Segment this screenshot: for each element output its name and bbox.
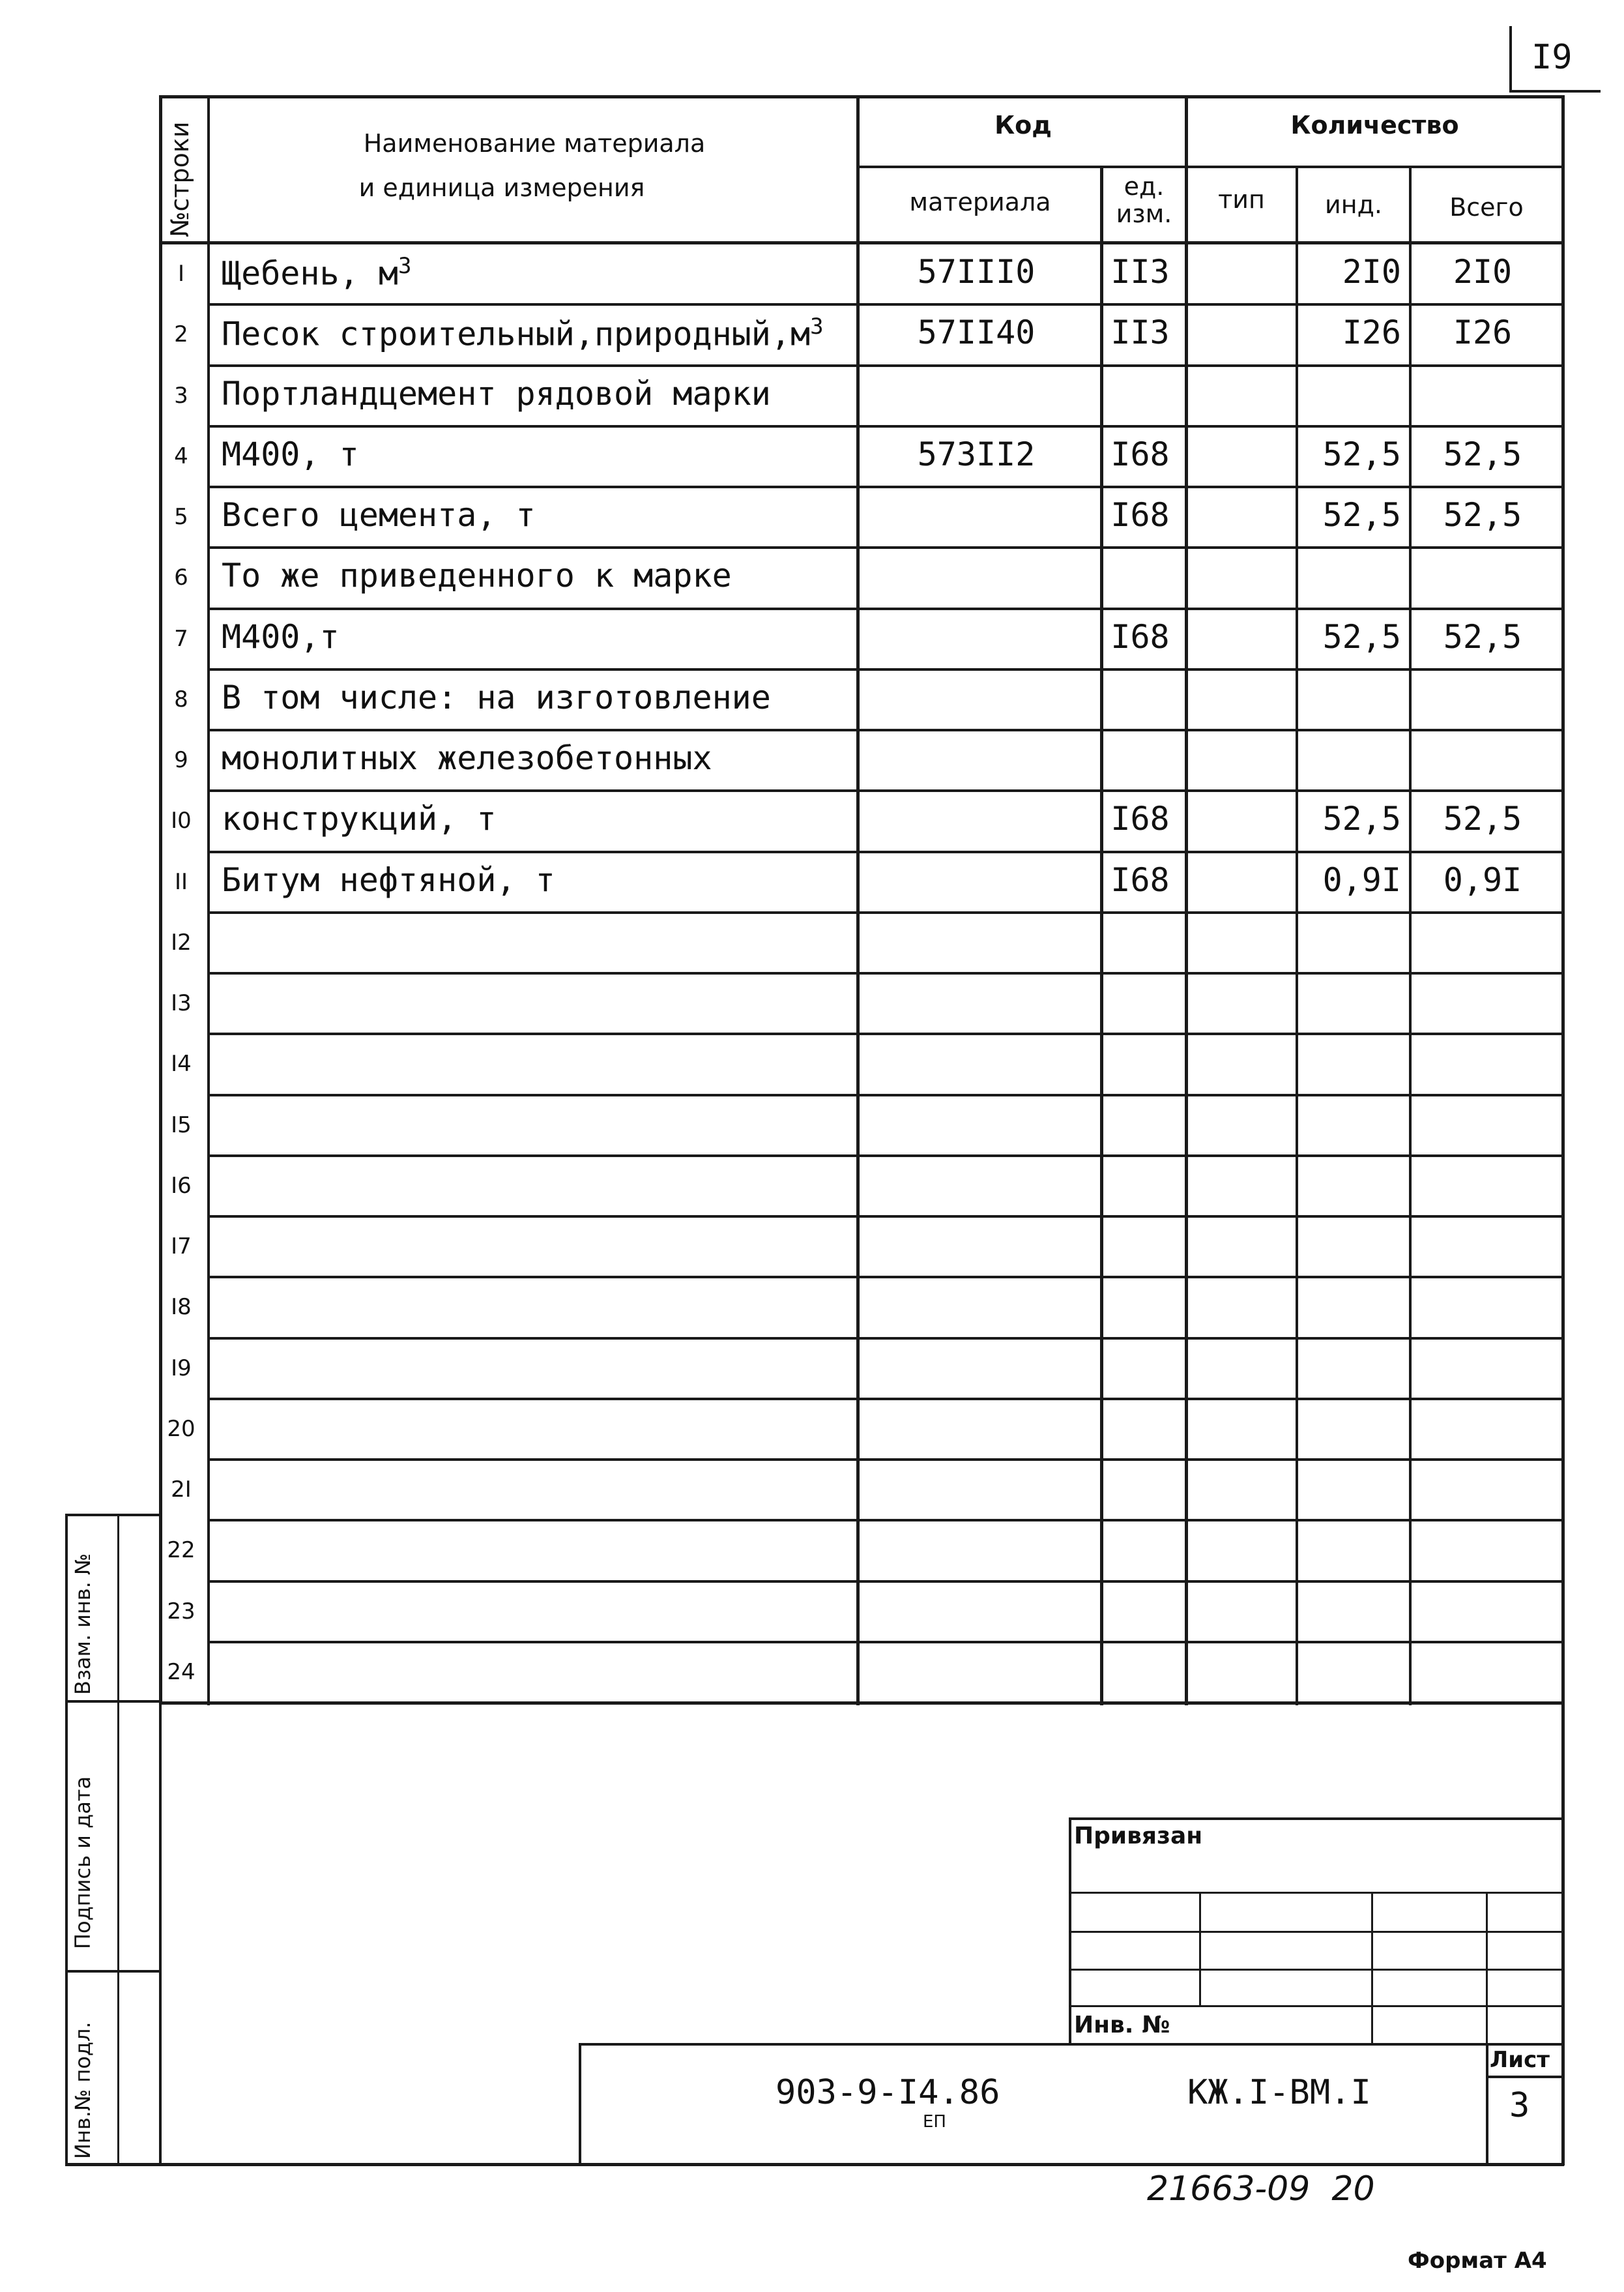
cell-name [222, 557, 839, 595]
row-separator [207, 608, 1563, 610]
cell-total [1412, 435, 1554, 473]
cell-code [860, 435, 1092, 473]
quantity-total-header: Всего [1449, 193, 1524, 222]
row-number: I8 [171, 1294, 192, 1320]
cell-total [1412, 496, 1554, 534]
row-separator [207, 1094, 1563, 1096]
cell-unit [1103, 314, 1177, 351]
row-separator [207, 729, 1563, 731]
row-separator [207, 851, 1563, 853]
cell-total [1412, 618, 1554, 656]
cell-name-text: Щебень, м [222, 254, 398, 293]
page-number: I9 [1531, 38, 1573, 77]
inventory-number-label: Инв. № [1074, 2012, 1170, 2038]
cell-name [222, 800, 839, 838]
row-number: I9 [171, 1355, 192, 1381]
row-number: 24 [167, 1659, 196, 1685]
row-number: I7 [171, 1233, 192, 1259]
cell-name [222, 375, 839, 413]
row-number: 9 [174, 747, 188, 773]
row-number: 23 [167, 1598, 196, 1624]
handwritten-number: 21663-09 20 [1147, 2169, 1375, 2209]
row-number: I5 [171, 1112, 192, 1138]
cell-unit [1103, 861, 1177, 899]
cell-name [222, 618, 839, 656]
cell-name-text: конструкций, т [222, 800, 497, 838]
document-code-subscript: ЕП [923, 2112, 946, 2132]
cell-unit-text: I68 [1110, 496, 1170, 534]
row-separator [207, 546, 1563, 549]
row-separator [207, 1641, 1563, 1643]
cell-unit [1103, 496, 1177, 534]
row-separator [207, 1337, 1563, 1340]
cell-total-text: 52,5 [1443, 435, 1522, 473]
cell-unit-text: I68 [1110, 861, 1170, 899]
row-number: 3 [174, 383, 188, 409]
code-material-header: материала [909, 188, 1051, 216]
name-header-line1: Наименование материала [363, 129, 706, 158]
document-code: 903-9-I4.86 [776, 2073, 1000, 2112]
row-separator [207, 425, 1563, 428]
quantity-ind-header: инд. [1325, 190, 1382, 219]
row-separator [207, 1154, 1563, 1157]
row-separator [207, 1458, 1563, 1461]
row-separator [207, 1033, 1563, 1035]
code-group-header: Код [994, 111, 1052, 140]
cell-ind [1298, 800, 1401, 838]
row-separator [207, 668, 1563, 671]
row-separator [207, 1519, 1563, 1521]
row-number: 4 [174, 443, 188, 469]
unit-superscript: 3 [810, 314, 824, 340]
cell-code-text: 57II40 [917, 314, 1036, 351]
document-mark: КЖ.I-ВМ.I [1187, 2073, 1371, 2112]
cell-total-text: 52,5 [1443, 800, 1522, 838]
cell-name-text: монолитных железобетонных [222, 739, 712, 777]
vzam-inv-label: Взам. инв. № [70, 1553, 95, 1695]
quantity-group-header: Количество [1290, 111, 1459, 140]
cell-name-text: Портландцемент рядовой марки [222, 375, 771, 413]
cell-name [222, 253, 839, 293]
row-number: 6 [174, 565, 188, 591]
cell-name [222, 679, 839, 716]
cell-name-text: Всего цемента, т [222, 496, 536, 534]
row-number: 7 [174, 626, 188, 652]
row-number: 8 [174, 686, 188, 713]
cell-ind [1298, 435, 1401, 473]
cell-code-text: 573II2 [917, 435, 1036, 473]
quantity-type-header: тип [1218, 185, 1265, 214]
row-number: II [174, 869, 188, 895]
cell-ind-text: 52,5 [1322, 435, 1401, 473]
row-separator [207, 1398, 1563, 1400]
cell-ind [1298, 253, 1401, 291]
cell-name-text: М400,т [222, 618, 340, 656]
sheet-number: 3 [1509, 2086, 1530, 2125]
cell-code [860, 253, 1092, 291]
name-header-line2: и единица измерения [358, 173, 645, 202]
cell-unit [1103, 253, 1177, 291]
cell-unit-text: II3 [1110, 253, 1170, 291]
signature-date-label: Подпись и дата [70, 1776, 95, 1949]
cell-ind-text: 52,5 [1322, 800, 1401, 838]
cell-total [1412, 253, 1554, 291]
cell-total-text: 0,9I [1443, 861, 1522, 899]
cell-ind [1298, 618, 1401, 656]
code-unit-header-line1: ед. [1124, 172, 1165, 201]
row-number: I2 [171, 930, 192, 956]
cell-ind-text: I26 [1342, 314, 1401, 351]
row-separator [207, 1580, 1563, 1583]
cell-code [860, 314, 1092, 351]
cell-unit-text: I68 [1110, 435, 1170, 473]
row-number: I3 [171, 990, 192, 1016]
cell-name-text: Песок строительный,природный,м [222, 315, 811, 353]
cell-total-text: 52,5 [1443, 618, 1522, 656]
cell-total [1412, 314, 1554, 351]
row-number: I6 [171, 1173, 192, 1199]
cell-ind [1298, 314, 1401, 351]
inv-original-label: Инв.№ подл. [70, 2021, 95, 2159]
cell-name-text: Битум нефтяной, т [222, 861, 555, 899]
row-number: 2I [171, 1477, 192, 1503]
row-number: 20 [167, 1416, 196, 1442]
cell-unit [1103, 435, 1177, 473]
cell-name [222, 861, 839, 899]
cell-unit-text: II3 [1110, 314, 1170, 351]
row-separator [207, 789, 1563, 792]
cell-ind-text: 52,5 [1322, 618, 1401, 656]
row-number: 2 [174, 321, 188, 347]
sheet-label: Лист [1490, 2047, 1550, 2073]
cell-unit [1103, 618, 1177, 656]
row-number-header: №строки [166, 121, 194, 237]
cell-ind-text: 52,5 [1322, 496, 1401, 534]
cell-name [222, 739, 839, 777]
cell-ind [1298, 496, 1401, 534]
row-number: I [177, 261, 185, 287]
unit-superscript: 3 [398, 253, 412, 279]
row-separator [207, 911, 1563, 914]
cell-ind-text: 0,9I [1322, 861, 1401, 899]
cell-name-text: То же приведенного к марке [222, 557, 732, 595]
code-unit-header-line2: изм. [1116, 199, 1172, 228]
cell-unit-text: I68 [1110, 618, 1170, 656]
cell-total-text: 2I0 [1453, 253, 1513, 291]
cell-unit-text: I68 [1110, 800, 1170, 838]
format-label: Формат А4 [1408, 2248, 1547, 2274]
row-separator [207, 1276, 1563, 1278]
cell-name [222, 314, 839, 353]
cell-name [222, 496, 839, 534]
row-number: 5 [174, 504, 188, 530]
cell-total [1412, 800, 1554, 838]
cell-name-text: В том числе: на изготовление [222, 679, 771, 716]
row-separator [207, 303, 1563, 306]
row-number: 22 [167, 1537, 196, 1563]
row-separator [207, 486, 1563, 488]
cell-total [1412, 861, 1554, 899]
cell-total-text: 52,5 [1443, 496, 1522, 534]
cell-name-text: М400, т [222, 435, 359, 473]
privyazan-label: Привязан [1074, 1823, 1203, 1849]
cell-ind [1298, 861, 1401, 899]
row-number: I4 [171, 1051, 192, 1077]
cell-ind-text: 2I0 [1342, 253, 1401, 291]
row-separator [207, 972, 1563, 975]
cell-code-text: 57III0 [917, 253, 1036, 291]
row-separator [207, 364, 1563, 367]
row-separator [207, 1215, 1563, 1218]
cell-total-text: I26 [1453, 314, 1513, 351]
cell-name [222, 435, 839, 473]
cell-unit [1103, 800, 1177, 838]
row-number: I0 [171, 808, 192, 834]
